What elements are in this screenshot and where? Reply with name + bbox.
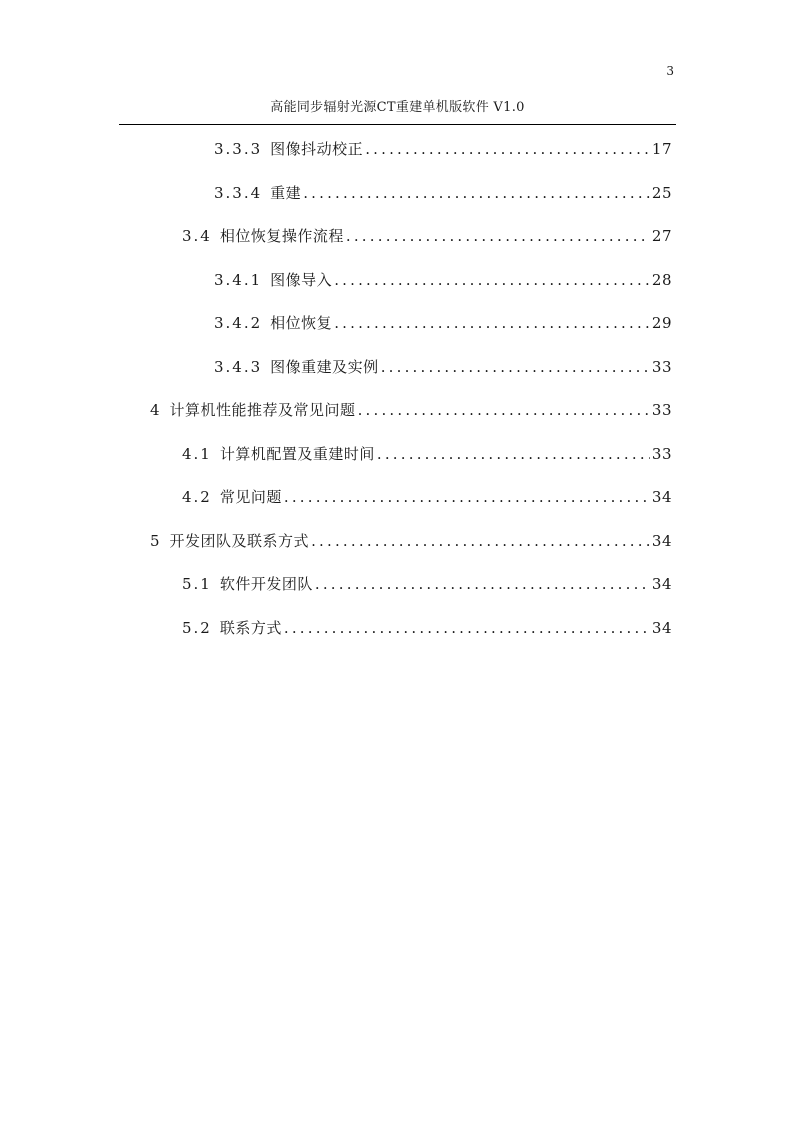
toc-entry-3-4-1[interactable] bbox=[214, 269, 672, 295]
toc-title: 计算机性能推荐及常见问题 bbox=[169, 401, 356, 419]
toc-number: 4.1 bbox=[182, 444, 212, 463]
toc-title: 相位恢复 bbox=[270, 314, 333, 332]
toc-page-number: 29 bbox=[651, 314, 672, 332]
toc-number: 3.4.2 bbox=[214, 314, 263, 332]
toc-leader-dots bbox=[334, 271, 650, 289]
toc-leader-dots bbox=[381, 358, 650, 376]
toc-title: 重建 bbox=[270, 183, 302, 202]
toc-page-number: 34 bbox=[651, 575, 672, 593]
toc-leader-dots bbox=[303, 184, 650, 202]
toc-page-number: 33 bbox=[651, 357, 672, 376]
page-number: 3 bbox=[666, 64, 674, 78]
toc-entry-5[interactable] bbox=[150, 530, 672, 556]
toc-page-number: 33 bbox=[651, 401, 672, 419]
toc-entry-3-4-3[interactable] bbox=[214, 356, 672, 382]
toc-entry-3-3-3[interactable] bbox=[214, 138, 672, 164]
toc-entry-3-4[interactable] bbox=[182, 225, 672, 251]
toc-title: 联系方式 bbox=[219, 618, 282, 637]
toc-leader-dots bbox=[346, 227, 650, 245]
toc-leader-dots bbox=[365, 140, 650, 158]
toc-number: 4.2 bbox=[182, 488, 212, 506]
toc-leader-dots bbox=[284, 488, 650, 506]
running-header: 高能同步辐射光源CT重建单机版软件 V1.0 bbox=[270, 100, 525, 115]
toc-title: 计算机配置及重建时间 bbox=[219, 444, 375, 463]
toc-number: 5.2 bbox=[182, 618, 212, 637]
toc-number: 3.4.3 bbox=[214, 357, 263, 376]
toc-title: 图像抖动校正 bbox=[270, 140, 364, 158]
toc-number: 4 bbox=[150, 401, 162, 419]
toc-leader-dots bbox=[311, 532, 650, 550]
toc-page-number: 17 bbox=[651, 140, 672, 158]
toc-leader-dots bbox=[284, 619, 650, 637]
toc-title: 常见问题 bbox=[219, 488, 282, 506]
toc-entry-3-3-4[interactable] bbox=[214, 182, 672, 208]
toc-number: 3.4 bbox=[182, 227, 212, 245]
toc-page-number: 27 bbox=[651, 227, 672, 245]
toc-leader-dots bbox=[358, 401, 650, 419]
toc-leader-dots bbox=[315, 575, 650, 593]
toc-page-number: 25 bbox=[651, 183, 672, 202]
toc-number: 3.4.1 bbox=[214, 270, 263, 289]
toc-page-number: 28 bbox=[651, 270, 672, 289]
toc-entry-5-2[interactable] bbox=[182, 617, 672, 643]
toc-leader-dots bbox=[334, 314, 650, 332]
toc-entry-4-1[interactable] bbox=[182, 443, 672, 469]
toc-leader-dots bbox=[377, 445, 650, 463]
toc-title: 软件开发团队 bbox=[219, 575, 313, 593]
toc-number: 3.3.4 bbox=[214, 183, 263, 202]
toc-number: 5.1 bbox=[182, 575, 212, 593]
toc-page-number: 34 bbox=[651, 488, 672, 506]
toc-entry-4[interactable] bbox=[150, 399, 672, 425]
toc-entry-3-4-2[interactable] bbox=[214, 312, 672, 338]
toc-title: 图像重建及实例 bbox=[270, 357, 379, 376]
toc-title: 相位恢复操作流程 bbox=[219, 227, 344, 245]
toc-entry-5-1[interactable] bbox=[182, 573, 672, 599]
toc-number: 3.3.3 bbox=[214, 140, 263, 158]
toc-title: 开发团队及联系方式 bbox=[169, 531, 310, 550]
toc-page-number: 33 bbox=[651, 444, 672, 463]
header-rule bbox=[119, 124, 676, 125]
toc-page-number: 34 bbox=[651, 618, 672, 637]
toc-number: 5 bbox=[150, 531, 162, 550]
toc-page-number: 34 bbox=[651, 531, 672, 550]
toc-title: 图像导入 bbox=[270, 270, 333, 289]
toc-entry-4-2[interactable] bbox=[182, 486, 672, 512]
